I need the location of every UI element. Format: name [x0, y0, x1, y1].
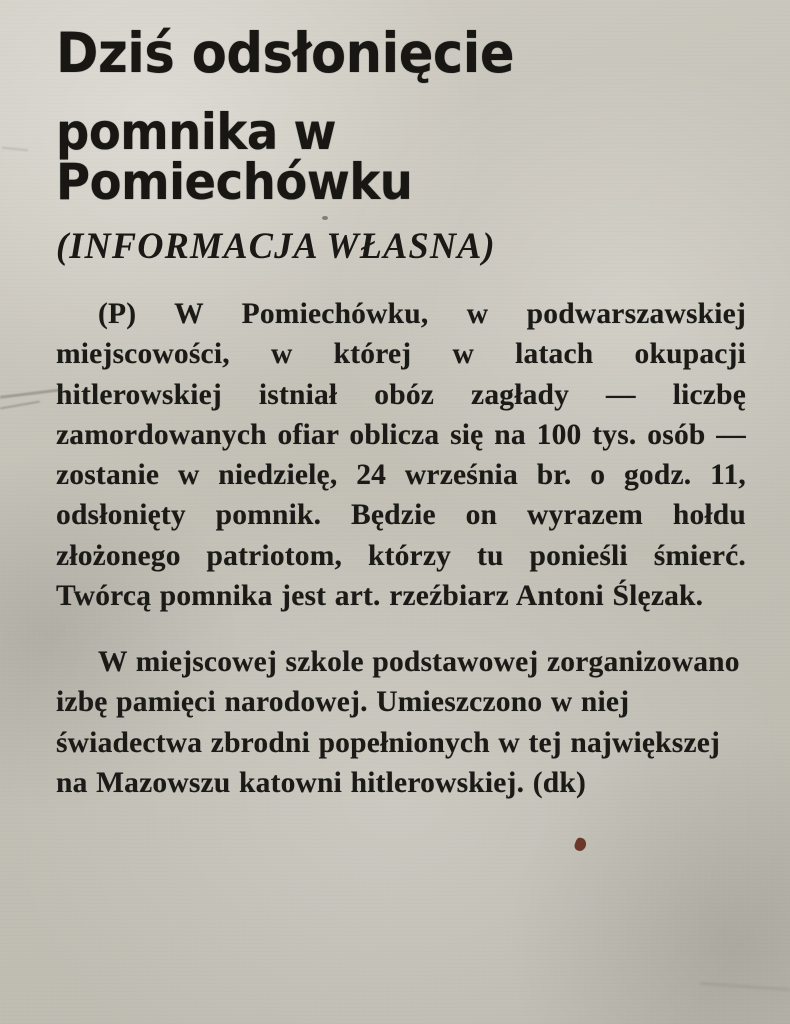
paper-crease: [700, 982, 790, 991]
paper-crease: [0, 388, 62, 399]
paper-crease: [0, 401, 40, 410]
paragraph-text: W miejscowej szkole podstawowej zorganizowano izbę pamięci narodowej. Umieszczono w niej świadectwa zbrodni popełnionych w tej największej na Mazowszu katowni hitlerowskiej.: [56, 646, 740, 799]
article-paragraph: [56, 642, 746, 803]
subheadline: (INFORMACJA WŁASNA): [56, 226, 496, 267]
headline-line-2: pomnika w Pomiechówku: [56, 103, 413, 211]
headline-line-1: Dziś odsłonięcie: [56, 21, 515, 85]
paper-crease: [2, 147, 28, 152]
article-paragraph: [56, 294, 746, 616]
paragraph-text: (P) W Pomiechówku, w podwarszawskiej miejscowości, w której w latach okupacji hitlerowskiej istniał obóz zagłady — liczbę zamordowanych ofiar oblicza się na 100 tys. osób — zostanie w niedzielę, 24 września br. o godz. 11, odsłonięty pomnik. Będzie on wyrazem hołdu złożonego patriotom, którzy tu ponieśli śmierć. Twórcą pomnika jest art. rzeźbiarz Antoni Ślęzak.: [56, 298, 746, 612]
ink-speck: [573, 837, 588, 853]
article-body: [56, 294, 746, 803]
byline: (dk): [532, 766, 586, 799]
ink-speck: [322, 216, 328, 220]
